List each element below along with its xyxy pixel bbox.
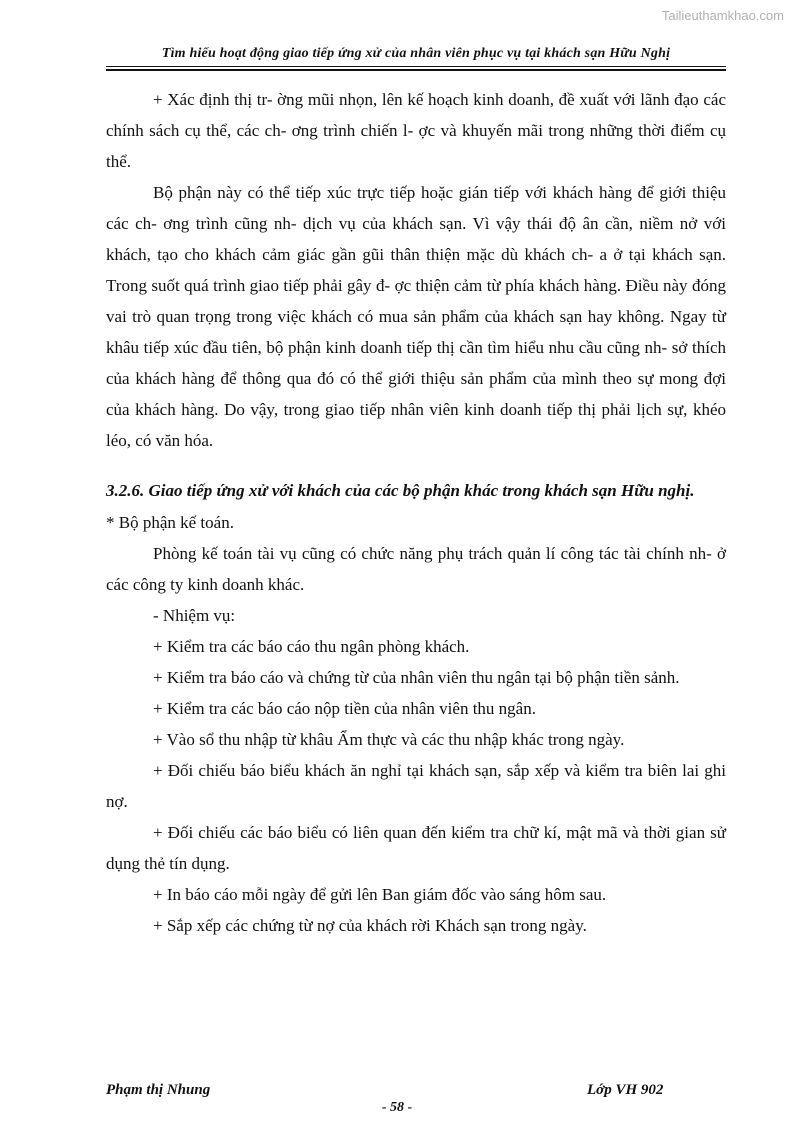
- duty-item: + Vào sổ thu nhập từ khâu Ẩm thực và các thu nhập khác trong ngày.: [153, 730, 625, 749]
- paragraph-department-contact: Bộ phận này có thể tiếp xúc trực tiếp hoặc gián tiếp với khách hàng để giới thiệu các ch- ơng trình cũng nh- dịch vụ của khách sạn. Vì vậy thái độ ân cần, niềm nở với khách, tạo cho khách cảm giác gần gũi thân thiện mặc dù khách ch- a ở tại khách sạn. Trong suốt quá trình giao tiếp phải gây đ- ợc thiện cảm từ phía khách hàng. Điều này đóng vai trò quan trọng trong việc khách có mua sản phẩm của khách sạn hay không. Ngay từ khâu tiếp xúc đầu tiên, bộ phận kinh doanh tiếp thị cần tìm hiểu nhu cầu cũng nh- sở thích của khách hàng để thông qua đó có thể giới thiệu sản phẩm của mình theo sự mong đợi của khách hàng. Do vậy, trong giao tiếp nhân viên kinh doanh tiếp thị phải lịch sự, khéo léo, có văn hóa.: [106, 183, 726, 450]
- footer-class: Lớp VH 902: [587, 1082, 664, 1098]
- subheading-accounting: * Bộ phận kế toán.: [106, 513, 234, 532]
- watermark-text: Tailieuthamkhao.com: [661, 8, 784, 23]
- page-number: - 58 -: [381, 1100, 413, 1115]
- section-heading: 3.2.6. Giao tiếp ứng xử với khách của các bộ phận khác trong khách sạn Hữu nghị.: [106, 481, 695, 500]
- header-rule-thick: [106, 69, 726, 71]
- duty-item: + Đối chiếu báo biểu khách ăn nghỉ tại khách sạn, sắp xếp và kiểm tra biên lai ghi nợ.: [106, 761, 726, 811]
- page-body: [106, 84, 726, 941]
- header-rule-thin: [106, 66, 726, 67]
- paragraph-accounting-intro: Phòng kế toán tài vụ cũng có chức năng phụ trách quản lí công tác tài chính nh- ở các công ty kinh doanh khác.: [106, 544, 726, 594]
- paragraph-market: + Xác định thị tr- ờng mũi nhọn, lên kế hoạch kinh doanh, đề xuất với lãnh đạo các chính sách cụ thể, các ch- ơng trình chiến l- ợc và khuyến mãi trong những thời điểm cụ thể.: [106, 90, 726, 171]
- duty-item: + Kiểm tra báo cáo và chứng từ của nhân viên thu ngân tại bộ phận tiền sảnh.: [153, 668, 680, 687]
- duty-item: + Kiểm tra các báo cáo thu ngân phòng khách.: [153, 637, 470, 656]
- duty-item: + Đối chiếu các báo biểu có liên quan đến kiểm tra chữ kí, mật mã và thời gian sử dụng thẻ tín dụng.: [106, 823, 726, 873]
- footer-author: Phạm thị Nhung: [106, 1082, 211, 1098]
- duties-label: - Nhiệm vụ:: [153, 606, 236, 625]
- duty-item: + In báo cáo mỗi ngày để gửi lên Ban giám đốc vào sáng hôm sau.: [153, 885, 607, 904]
- running-header: Tìm hiểu hoạt động giao tiếp ứng xử của nhân viên phục vụ tại khách sạn Hữu Nghị: [161, 46, 671, 61]
- spacer: [106, 456, 726, 474]
- duty-item: + Sắp xếp các chứng từ nợ của khách rời Khách sạn trong ngày.: [153, 916, 587, 935]
- duty-item: + Kiểm tra các báo cáo nộp tiền của nhân viên thu ngân.: [153, 699, 536, 718]
